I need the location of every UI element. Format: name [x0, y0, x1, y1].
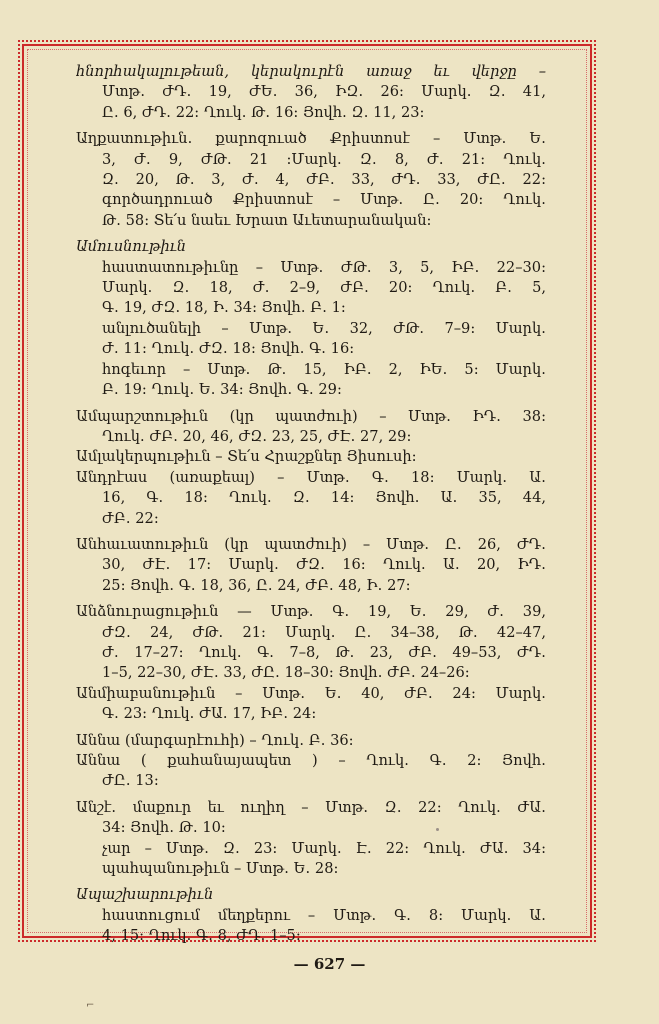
entry-heading: Անհաւատութիւն (կր պատժուի) – Մտթ․ Ը․ 26, ԺԴ․	[76, 535, 546, 553]
entry-line: Ղուկ․ ԺԲ․ 20, 46, ԺԶ․ 23, 25, ԺԷ․ 27, 29:	[102, 427, 412, 445]
index-entry	[76, 447, 546, 467]
index-entry	[76, 237, 546, 400]
entry-line: Բ․ 19: Ղուկ․ Ե․ 34: Յովհ․ Գ․ 29:	[102, 381, 342, 399]
entry-line: անլուծանելի – Մտթ․ Ե․ 32, ԺԹ․ 7–9: Մարկ․	[102, 319, 546, 337]
index-entry	[76, 468, 546, 529]
entry-line: չար – Մտթ․ Զ․ 23: Մարկ․ Է․ 22: Ղուկ․ ԺԱ․ 34:	[102, 839, 546, 857]
entry-line: Զ․ 20, Թ․ 3, Ժ․ 4, ԺԲ․ 33, ԺԴ․ 33, ԺԸ․ 22:	[102, 171, 546, 189]
entry-heading: Աննա (մարգարէուհի) – Ղուկ․ Բ․ 36:	[76, 731, 354, 749]
entry-line: հնորհակալութեան, կերակուրէն առաջ եւ վերջը –	[76, 63, 546, 80]
entry-line: Գ․ 19, ԺԶ․ 18, Ի․ 34: Յովհ․ Բ․ 1:	[102, 299, 346, 317]
entry-line: Գ․ 23: Ղուկ․ ԺԱ․ 17, ԻԲ․ 24:	[102, 705, 317, 723]
entry-line: 16, Գ․ 18: Ղուկ․ Զ․ 14: Յովհ․ Ա․ 35, 44,	[102, 489, 546, 507]
pencil-mark: ⌐	[86, 1000, 95, 1011]
entry-heading: Անդրէաս (առաքեալ) – Մտթ․ Գ․ 18: Մարկ․ Ա․	[76, 468, 546, 486]
entry-line: 4, 15: Ղուկ․ Գ․ 8, ԺԴ․ 1–5:	[102, 927, 301, 945]
entry-line: Թ․ 58: Տե՛ս նաեւ Խրատ Աւետարանական:	[102, 211, 432, 229]
index-content	[76, 62, 546, 953]
index-entry	[76, 407, 546, 448]
entry-heading: Անձնուրացութիւն — Մտթ․ Գ․ 19, Ե․ 29, Ժ․ 39,	[76, 603, 546, 621]
index-entry	[76, 129, 546, 231]
index-entry	[76, 731, 546, 751]
entry-line: գործադրուած Քրիստոսէ – Մտթ․ Ը․ 20: Ղուկ․	[102, 191, 546, 209]
index-entry	[76, 535, 546, 596]
entry-line: 30, ԺԷ․ 17: Մարկ․ ԺԶ․ 16: Ղուկ․ Ա․ 20, ԻԴ․	[102, 556, 546, 574]
entry-line: 1–5, 22–30, ԺԷ․ 33, ԺԸ․ 18–30: Յովհ․ ԺԲ․ 24–26:	[102, 664, 470, 682]
entry-line: Մարկ․ Զ․ 18, Ժ․ 2–9, ԺԲ․ 20: Ղուկ․ Բ․ 5,	[102, 279, 546, 297]
entry-heading: Ապաշխարութիւն	[76, 886, 214, 904]
entry-line: Ը․ 6, ԺԴ․ 22: Ղուկ․ Թ․ 16: Յովհ․ Զ․ 11, 23:	[102, 103, 425, 121]
page-number: — 627 —	[293, 955, 366, 973]
entry-heading: Աղքատութիւն․ քարոզուած Քրիստոսէ – Մտթ․ Ե․	[76, 130, 546, 148]
entry-line: ԺԸ․ 13:	[102, 772, 159, 790]
entry-line: 34: Յովհ․ Թ․ 10:	[102, 819, 226, 837]
entry-line: ԺԲ․ 22:	[102, 509, 159, 527]
entry-line: պահպանութիւն – Մտթ․ Ե․ 28:	[102, 860, 339, 878]
entry-heading: Անմիաբանութիւն – Մտթ․ Ե․ 40, ԺԲ․ 24: Մարկ․	[76, 684, 546, 702]
entry-heading: Ամպարշտութիւն (կր պատժուի) – Մտթ․ ԻԴ․ 38:	[76, 407, 546, 425]
entry-heading: Ամլակերպութիւն – Տե՛ս Հրաշքներ Յիսուսի:	[76, 448, 417, 466]
entry-line: 3, Ժ․ 9, ԺԹ․ 21 :Մարկ․ Զ․ 8, Ժ․ 21: Ղուկ․	[102, 150, 546, 168]
entry-line: հաստատութիւնը – Մտթ․ ԺԹ․ 3, 5, ԻԲ․ 22–30:	[102, 258, 546, 276]
entry-line: հաստուցում մեղքերու – Մտթ․ Գ․ 8: Մարկ․ Ա․	[102, 906, 546, 924]
index-entry	[76, 602, 546, 684]
index-entry	[76, 751, 546, 792]
entry-line: ԺԶ․ 24, ԺԹ․ 21: Մարկ․ Ը․ 34–38, Թ․ 42–47,	[102, 623, 546, 641]
entry-heading: Անշէ․ մաքուր եւ ուղիղ – Մտթ․ Զ․ 22: Ղուկ․ ԺԱ․	[76, 798, 546, 816]
entry-line: 25: Յովհ․ Գ․ 18, 36, Ը․ 24, ԺԲ․ 48, Ի․ 27:	[102, 576, 411, 594]
index-entry	[76, 798, 546, 880]
index-entry	[76, 62, 546, 123]
entry-line: Ժ․ 11: Ղուկ․ ԺԶ․ 18: Յովհ․ Գ․ 16:	[102, 340, 355, 358]
entry-line: Մտթ․ ԺԴ․ 19, ԺԵ․ 36, ԻԶ․ 26: Մարկ․ Զ․ 41,	[102, 83, 546, 101]
entry-heading: Աննա ( քահանայապետ ) – Ղուկ․ Գ․ 2: Յովհ․	[76, 752, 546, 769]
entry-line: Ժ․ 17–27: Ղուկ․ Գ․ 7–8, Թ․ 23, ԺԲ․ 49–53, ԺԴ․	[102, 643, 546, 661]
entry-heading: Ամուսնութիւն	[76, 238, 187, 256]
index-entry	[76, 885, 546, 946]
paper-speck	[436, 828, 439, 831]
entry-line: հոգեւոր – Մտթ․ Թ․ 15, ԻԲ․ 2, ԻԵ․ 5: Մարկ․	[102, 360, 546, 378]
index-entry	[76, 684, 546, 725]
